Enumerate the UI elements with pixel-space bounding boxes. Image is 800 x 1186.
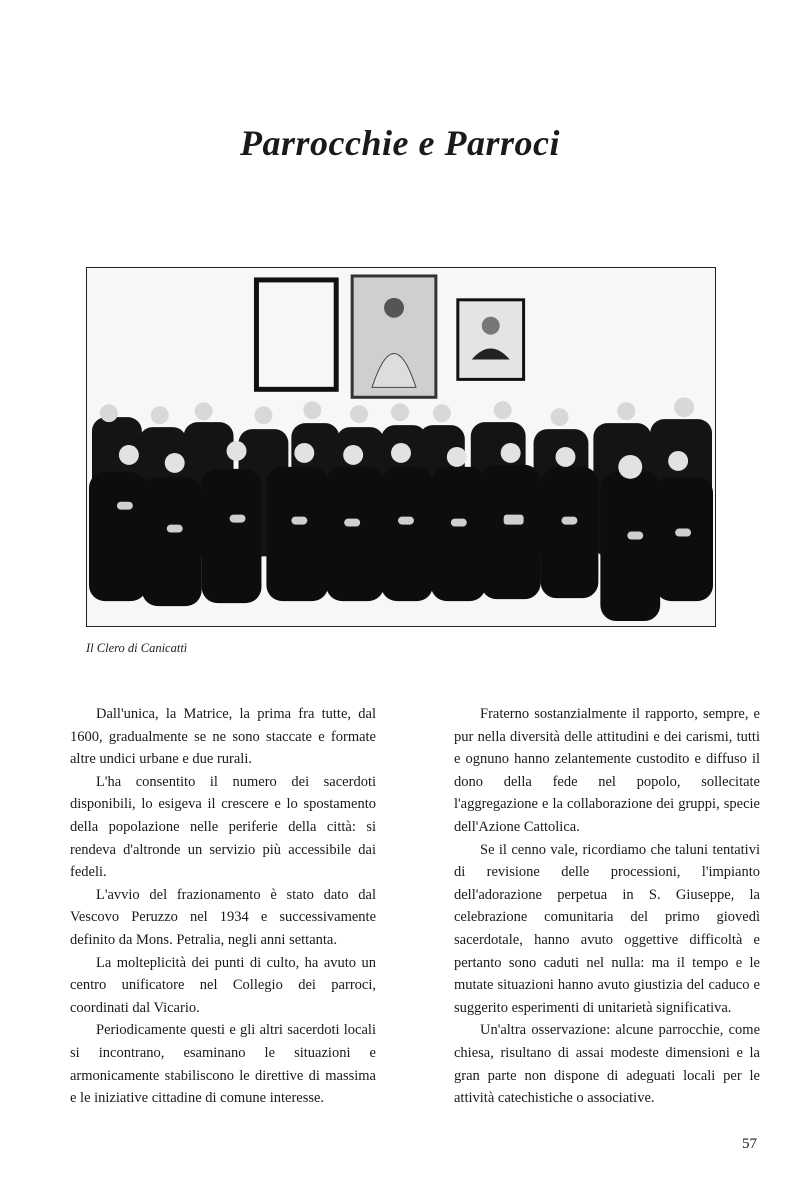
front-row	[89, 465, 713, 621]
paragraph: Un'altra osservazione: alcune parrocchie, come chiesa, risultano di assai modeste dimensioni e la gran parte non dispone di adeguati locali per le attività catechistiche o associative.	[454, 1022, 760, 1107]
paragraph: Se il cenno vale, ricordiamo che taluni tentativi di revisione delle processioni, l'impianto dell'adorazione perpetua in S. Giuseppe, la celebrazione comunitaria del primo giovedì sacerdotale, hanno avuto oggettive difficoltà e pertanto sono caduti nel nulla: ma il tempo e le mutate situazioni hanno avuto giustizia del caduco e suggerito esperimenti di unitarietà significativa.	[454, 841, 760, 1016]
page-number: 57	[742, 1136, 757, 1152]
text-column-right	[454, 703, 760, 1110]
paragraph: La molteplicità dei punti di culto, ha avuto un centro unificatore nel Collegio dei parroci, coordinati dal Vicario.	[70, 954, 376, 1016]
small-portrait-frame	[458, 300, 524, 380]
paragraph: L'ha consentito il numero dei sacerdoti disponibili, lo esigeva il crescere e lo spostamento della popolazione nelle periferie della città: si rendeva d'altronde un servizio più accessibile dai fedeli.	[70, 773, 376, 881]
text-column-left	[70, 703, 376, 1110]
photo-caption: Il Clero di Canicattì	[86, 641, 188, 655]
clergy-photo-illustration	[87, 268, 715, 626]
paragraph: Dall'unica, la Matrice, la prima fra tutte, dal 1600, gradualmente se ne sono staccate e formate altre undici urbane e due rurali.	[70, 706, 376, 768]
page-title: Parrocchie e Parroci	[240, 123, 560, 163]
group-photo	[86, 267, 716, 627]
paragraph: Fraterno sostanzialmente il rapporto, sempre, e pur nella diversità delle attitudini e dei carismi, tutti e ognuno hanno zelantemente custodito e diffuso il dono della fede nel popolo, sollecitate l'aggregazione e la collaborazione dei gruppi, specie dell'Azione Cattolica.	[454, 706, 760, 835]
paragraph: L'avvio del frazionamento è stato dato dal Vescovo Peruzzo nel 1934 e successivamente definito da Mons. Petralia, negli anni settanta.	[70, 886, 376, 948]
paragraph: Periodicamente questi e gli altri sacerdoti locali si incontrano, esaminano le situazioni e armonicamente stabiliscono le direttive di massima e le iniziative cittadine di comune interesse.	[70, 1022, 376, 1107]
